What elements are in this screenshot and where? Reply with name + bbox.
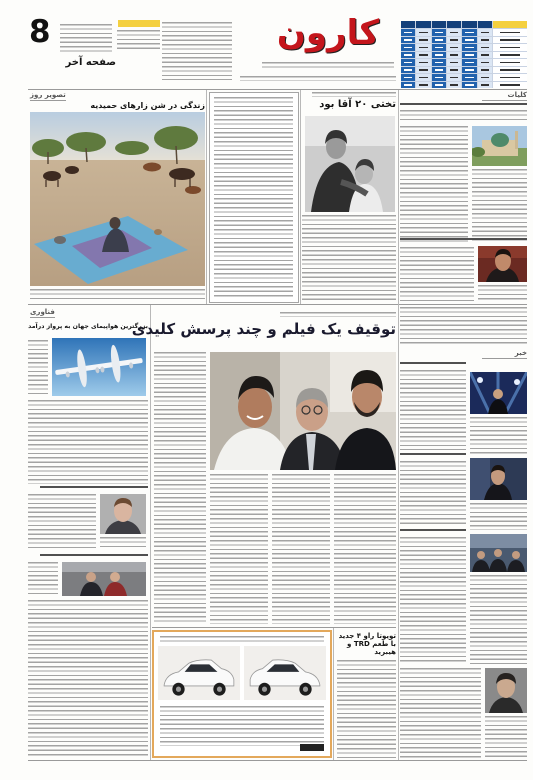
weather-value-mark: [404, 39, 412, 40]
weather-cell: [416, 29, 430, 36]
ad-car-left: [158, 646, 240, 700]
weather-cell: [416, 82, 430, 89]
weather-cell: [493, 29, 527, 36]
photo-concert: [470, 372, 527, 414]
weather-value-mark: [404, 77, 412, 78]
rule-left-column: [150, 305, 151, 760]
weather-cell: [447, 82, 461, 89]
weather-value-mark: [419, 84, 427, 85]
weather-value-mark: [450, 84, 458, 85]
header-small-text: [60, 24, 112, 52]
tech-text: [28, 400, 148, 484]
weather-value-mark: [481, 84, 489, 85]
weather-city-mark: [500, 54, 519, 55]
news-text: [470, 417, 527, 455]
overview-text: [400, 110, 527, 123]
tech-text: [28, 562, 58, 596]
weather-value-mark: [465, 32, 473, 33]
weather-value-mark: [435, 54, 443, 55]
rule-above-ad: [152, 627, 396, 628]
ad-text: [160, 636, 324, 642]
weather-value-mark: [481, 77, 489, 78]
weather-cell: [416, 74, 430, 81]
photo-man-face-image: [485, 668, 527, 713]
weather-cell: [447, 74, 461, 81]
lead-text: [210, 474, 268, 624]
weather-cell: [462, 37, 476, 44]
weather-cell: [416, 44, 430, 51]
lead-headline: توقیف یک فیلم و چند پرسش کلیدی: [131, 320, 396, 338]
weather-cell: [478, 37, 492, 44]
weather-cell: [432, 29, 446, 36]
weather-cell: [432, 82, 446, 89]
takhti-text: [302, 215, 396, 302]
photo-building: [472, 126, 527, 166]
weather-table: [401, 21, 527, 88]
news-subhead: [400, 529, 466, 534]
lead-text: [272, 474, 330, 624]
header-notice-text: [117, 30, 160, 52]
weather-city-mark: [500, 47, 519, 48]
weather-cell: [401, 82, 415, 89]
news-text: [470, 503, 527, 530]
photo-person-image: [470, 458, 527, 500]
photo-desert-life-image: [30, 112, 205, 286]
weather-value-mark: [404, 62, 412, 63]
weather-value-mark: [481, 39, 489, 40]
weather-cell: [478, 29, 492, 36]
rule-row2-a: [206, 90, 207, 304]
weather-value-mark: [419, 69, 427, 70]
weather-cell: [416, 59, 430, 66]
weather-cell: [478, 21, 492, 28]
weather-cell: [416, 52, 430, 59]
weather-value-mark: [465, 77, 473, 78]
weather-cell: [401, 52, 415, 59]
auto-text: [337, 660, 396, 758]
weather-cell: [462, 21, 476, 28]
photo-person: [470, 458, 527, 500]
weather-cell: [493, 67, 527, 74]
weather-cell: [493, 52, 527, 59]
news-text: [470, 575, 527, 664]
weather-cell: [432, 37, 446, 44]
column-text: [400, 307, 527, 345]
weather-value-mark: [481, 54, 489, 55]
weather-value-mark: [419, 39, 427, 40]
section-label-photo-of-day: تصویر روز: [30, 91, 66, 99]
weather-value-mark: [465, 84, 473, 85]
rule-top: [28, 89, 527, 90]
section-label-news: خبر: [482, 349, 527, 359]
lead-text: [154, 352, 206, 624]
photo-couple-image: [62, 562, 146, 596]
weather-cell: [462, 52, 476, 59]
lead-text: [334, 474, 396, 624]
weather-city-mark: [500, 84, 519, 85]
weather-value-mark: [435, 47, 443, 48]
weather-city-mark: [500, 32, 519, 33]
weather-cell: [401, 67, 415, 74]
tech-text: [28, 340, 48, 396]
weather-cell: [447, 29, 461, 36]
weather-cell: [493, 74, 527, 81]
weather-value-mark: [481, 69, 489, 70]
auto-headline: تویوتا راو ۴ جدید با طعم TRD و هیبرید: [338, 632, 396, 657]
rule-right-column: [398, 90, 399, 760]
weather-cell: [401, 37, 415, 44]
weather-city-mark: [500, 39, 519, 40]
weather-value-mark: [435, 84, 443, 85]
tech-text: [28, 600, 148, 758]
weather-value-mark: [419, 32, 427, 33]
rule-row2-b: [300, 90, 301, 304]
weather-cell: [493, 21, 527, 28]
takhti-kicker: [312, 92, 396, 97]
weather-value-mark: [481, 62, 489, 63]
weather-cell: [432, 74, 446, 81]
boxed-column-text: [214, 97, 293, 297]
weather-cell: [447, 52, 461, 59]
weather-cell: [462, 59, 476, 66]
lead-kicker: [280, 312, 396, 317]
photo-plane-image: [52, 338, 146, 396]
photo-zuckerberg-image: [100, 494, 146, 534]
tech-subhead: [40, 554, 148, 559]
weather-value-mark: [465, 69, 473, 70]
overview-text: [478, 285, 527, 302]
photo-concert-image: [470, 372, 527, 414]
news-text: [400, 370, 466, 450]
overview-text: [400, 126, 468, 242]
weather-value-mark: [435, 39, 443, 40]
weather-value-mark: [435, 32, 443, 33]
news-subhead: [400, 453, 466, 458]
photo-zuckerberg: [100, 494, 146, 534]
weather-value-mark: [450, 39, 458, 40]
weather-cell: [432, 52, 446, 59]
weather-cell: [432, 21, 446, 28]
weather-value-mark: [419, 47, 427, 48]
weather-value-mark: [419, 54, 427, 55]
weather-cell: [401, 44, 415, 51]
masthead-logo: کارون: [276, 13, 380, 53]
weather-cell: [447, 59, 461, 66]
weather-value-mark: [465, 39, 473, 40]
ad-logo: [300, 744, 324, 751]
weather-cell: [447, 67, 461, 74]
overview-subhead: [400, 238, 527, 243]
weather-value-mark: [481, 32, 489, 33]
section-label-overview: کلیات: [482, 91, 527, 101]
news-text: [400, 461, 466, 525]
weather-value-mark: [404, 69, 412, 70]
weather-cell: [478, 52, 492, 59]
photo-three-men-image: [210, 352, 396, 470]
weather-value-mark: [450, 32, 458, 33]
overview-text: [400, 247, 474, 302]
weather-cell: [478, 82, 492, 89]
masthead-subline: [262, 62, 394, 71]
photo-group-image: [470, 534, 527, 572]
rule-ad-right: [333, 628, 334, 760]
takhti-headline: تختی ۲۰ آقا بود: [319, 99, 396, 110]
weather-cell: [416, 67, 430, 74]
weather-value-mark: [450, 47, 458, 48]
weather-cell: [401, 59, 415, 66]
weather-cell: [447, 44, 461, 51]
weather-value-mark: [450, 54, 458, 55]
page-label: صفحه آخر: [65, 57, 116, 68]
weather-value-mark: [404, 84, 412, 85]
photo-couple: [62, 562, 146, 596]
tech-text: [28, 494, 96, 550]
weather-cell: [493, 44, 527, 51]
weather-value-mark: [435, 77, 443, 78]
photo-desert-life: [30, 112, 205, 286]
weather-cell: [447, 37, 461, 44]
weather-cell: [401, 21, 415, 28]
weather-cell: [462, 74, 476, 81]
weather-cell: [493, 82, 527, 89]
weather-cell: [478, 67, 492, 74]
car-image: [244, 646, 326, 700]
weather-cell: [493, 59, 527, 66]
ad-car-right: [244, 646, 326, 700]
weather-cell: [462, 82, 476, 89]
weather-value-mark: [404, 32, 412, 33]
section-label-tech: فناوری: [30, 308, 55, 316]
weather-cell: [432, 44, 446, 51]
staff-info-text: [162, 22, 232, 80]
weather-cell: [432, 59, 446, 66]
ad-text: [160, 706, 324, 746]
weather-cell: [478, 59, 492, 66]
news-text: [400, 668, 481, 758]
weather-value-mark: [465, 47, 473, 48]
news-text: [485, 716, 527, 758]
rule-mid: [28, 304, 527, 305]
photo-plane: [52, 338, 146, 396]
weather-cell: [478, 44, 492, 51]
weather-value-mark: [450, 69, 458, 70]
weather-cell: [462, 44, 476, 51]
weather-cell: [432, 67, 446, 74]
weather-value-mark: [465, 54, 473, 55]
car-image: [158, 646, 240, 700]
yellow-badge: [118, 20, 160, 27]
weather-city-mark: [500, 62, 519, 63]
weather-value-mark: [465, 62, 473, 63]
overview-text: [472, 169, 527, 242]
weather-value-mark: [450, 77, 458, 78]
weather-value-mark: [404, 47, 412, 48]
weather-cell: [478, 74, 492, 81]
photo-man-portrait: [478, 246, 527, 282]
photo-three-men: [210, 352, 396, 470]
weather-value-mark: [481, 47, 489, 48]
weather-value-mark: [419, 77, 427, 78]
weather-city-mark: [500, 69, 519, 70]
photo-group: [470, 534, 527, 572]
tech-headline: بزرگترین هواپیمای جهان به پرواز درآمد: [28, 323, 148, 330]
weather-cell: [447, 21, 461, 28]
photo-building-image: [472, 126, 527, 166]
weather-cell: [462, 67, 476, 74]
weather-cell: [416, 37, 430, 44]
page-number: 8: [29, 14, 51, 50]
photo-man-portrait-image: [478, 246, 527, 282]
weather-city-mark: [500, 77, 519, 78]
news-subhead: [400, 362, 466, 367]
weather-cell: [401, 74, 415, 81]
rule-bottom: [28, 760, 527, 761]
photo-man-face: [485, 668, 527, 713]
weather-value-mark: [435, 62, 443, 63]
photo-of-day-caption: [30, 289, 205, 302]
weather-value-mark: [450, 62, 458, 63]
news-text: [400, 537, 466, 664]
photo-of-day-headline: زندگی در شن زارهای حمیدیه: [90, 101, 205, 110]
weather-value-mark: [404, 54, 412, 55]
weather-value-mark: [435, 69, 443, 70]
weather-cell: [493, 37, 527, 44]
masthead-dateline: [240, 76, 396, 81]
weather-cell: [401, 29, 415, 36]
weather-cell: [416, 21, 430, 28]
overview-subhead: [400, 103, 527, 108]
tech-subhead: [40, 486, 148, 491]
weather-value-mark: [419, 62, 427, 63]
weather-cell: [462, 29, 476, 36]
tech-text: [100, 537, 146, 550]
photo-takhti: [305, 116, 395, 212]
photo-takhti-image: [305, 116, 395, 212]
